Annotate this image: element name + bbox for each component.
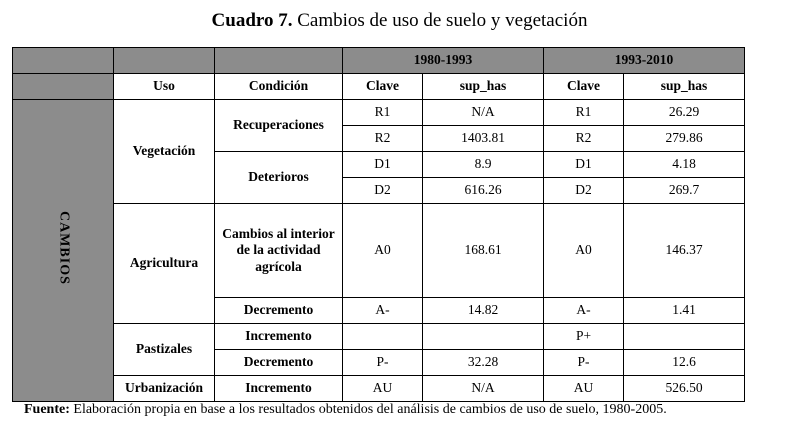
blank-header-cell xyxy=(215,48,343,74)
sup-cell: 12.6 xyxy=(624,350,745,376)
sup-cell: 4.18 xyxy=(624,152,745,178)
clave-cell: AU xyxy=(544,376,624,402)
condicion-cell: Recuperaciones xyxy=(215,100,343,152)
blank-header-cell xyxy=(114,48,215,74)
sup-cell: 32.28 xyxy=(423,350,544,376)
uso-cell: Urbanización xyxy=(114,376,215,402)
source-note xyxy=(24,402,799,418)
clave-header: Clave xyxy=(343,74,423,100)
clave-cell: A0 xyxy=(343,204,423,298)
condicion-cell: Cambios al interior de la actividad agrícola xyxy=(215,204,343,298)
clave-cell: D2 xyxy=(544,178,624,204)
clave-cell: A- xyxy=(343,298,423,324)
sup-cell: 616.26 xyxy=(423,178,544,204)
blank-header-cell xyxy=(13,74,114,100)
sup-cell: 14.82 xyxy=(423,298,544,324)
table-row xyxy=(13,204,745,298)
clave-cell: D2 xyxy=(343,178,423,204)
clave-cell: R1 xyxy=(343,100,423,126)
source-label: Fuente: xyxy=(24,402,70,417)
table-caption: Cambios de uso de suelo y vegetación xyxy=(297,10,588,31)
sup-cell xyxy=(423,324,544,350)
table-number: Cuadro 7. xyxy=(211,10,293,31)
uso-cell: Agricultura xyxy=(114,204,215,324)
clave-cell: P+ xyxy=(544,324,624,350)
clave-cell: AU xyxy=(343,376,423,402)
table-row xyxy=(13,376,745,402)
column-header-row xyxy=(13,74,745,100)
clave-header: Clave xyxy=(544,74,624,100)
sup-header: sup_has xyxy=(624,74,745,100)
sup-cell: 269.7 xyxy=(624,178,745,204)
clave-cell xyxy=(343,324,423,350)
uso-header: Uso xyxy=(114,74,215,100)
sup-cell: 279.86 xyxy=(624,126,745,152)
condicion-cell: Decremento xyxy=(215,298,343,324)
condicion-cell: Deterioros xyxy=(215,152,343,204)
condicion-header: Condición xyxy=(215,74,343,100)
clave-cell: R2 xyxy=(343,126,423,152)
sup-cell: N/A xyxy=(423,376,544,402)
table-row xyxy=(13,324,745,350)
clave-cell: D1 xyxy=(343,152,423,178)
period-header: 1980-1993 xyxy=(343,48,544,74)
sup-cell: 526.50 xyxy=(624,376,745,402)
sup-header: sup_has xyxy=(423,74,544,100)
sup-cell: 146.37 xyxy=(624,204,745,298)
clave-cell: P- xyxy=(343,350,423,376)
condicion-cell: Incremento xyxy=(215,324,343,350)
sup-cell: 26.29 xyxy=(624,100,745,126)
clave-cell: A- xyxy=(544,298,624,324)
group-label: CAMBIOS xyxy=(56,211,72,286)
table-title xyxy=(0,10,799,32)
condicion-cell: Incremento xyxy=(215,376,343,402)
uso-cell: Pastizales xyxy=(114,324,215,376)
clave-cell: R2 xyxy=(544,126,624,152)
sup-cell: 1403.81 xyxy=(423,126,544,152)
sup-cell: 168.61 xyxy=(423,204,544,298)
condicion-cell: Decremento xyxy=(215,350,343,376)
table-row xyxy=(13,100,745,126)
uso-cell: Vegetación xyxy=(114,100,215,204)
land-use-table xyxy=(12,47,745,402)
clave-cell: A0 xyxy=(544,204,624,298)
clave-cell: P- xyxy=(544,350,624,376)
period-header-row xyxy=(13,48,745,74)
clave-cell: R1 xyxy=(544,100,624,126)
sup-cell: 8.9 xyxy=(423,152,544,178)
sup-cell xyxy=(624,324,745,350)
group-label-cell xyxy=(13,100,114,402)
sup-cell: 1.41 xyxy=(624,298,745,324)
source-text: Elaboración propia en base a los resultados obtenidos del análisis de cambios de uso de suelo, 1980-2005. xyxy=(69,402,667,417)
period-header: 1993-2010 xyxy=(544,48,745,74)
clave-cell: D1 xyxy=(544,152,624,178)
sup-cell: N/A xyxy=(423,100,544,126)
blank-header-cell xyxy=(13,48,114,74)
